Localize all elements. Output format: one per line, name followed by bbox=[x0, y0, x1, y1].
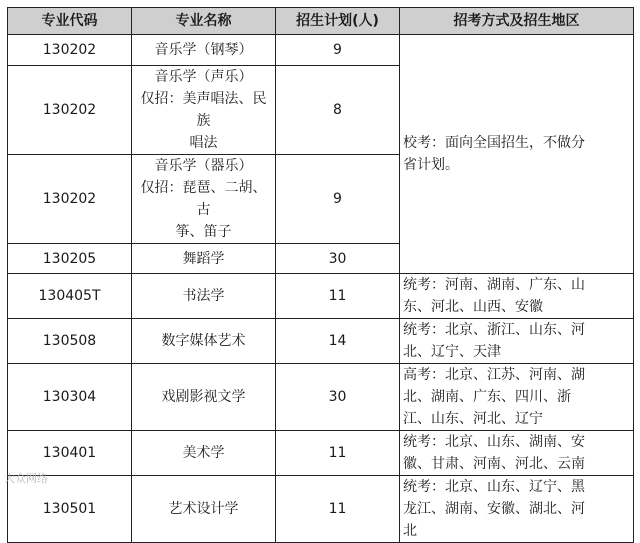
table-row bbox=[8, 431, 634, 476]
table-row bbox=[8, 476, 634, 543]
table-row bbox=[8, 319, 634, 364]
major-name-text bbox=[169, 498, 239, 520]
major-name-cell bbox=[132, 66, 276, 155]
admission-method-line: 徽、甘肃、河南、河北、云南 bbox=[403, 456, 585, 472]
major-name-text bbox=[135, 155, 272, 243]
table-row bbox=[8, 35, 634, 66]
admission-method-cell bbox=[400, 274, 634, 319]
admission-method-line: 省计划。 bbox=[403, 157, 459, 173]
major-name-line: 仅招：琵琶、二胡、古 bbox=[140, 180, 267, 218]
major-name-line: 美术学 bbox=[182, 445, 225, 461]
major-code-cell: 130501 bbox=[8, 476, 132, 543]
major-name-text bbox=[155, 39, 253, 61]
major-name-line: 音乐学（钢琴） bbox=[154, 42, 253, 58]
enrollment-plan-cell: 11 bbox=[276, 476, 400, 543]
major-code-cell: 130202 bbox=[8, 35, 132, 66]
major-name-cell bbox=[132, 319, 276, 364]
major-name-cell bbox=[132, 364, 276, 431]
admission-method-line: 高考：北京、江苏、河南、湖 bbox=[403, 367, 585, 383]
major-name-line: 筝、笛子 bbox=[175, 224, 232, 240]
major-name-text bbox=[183, 248, 225, 270]
major-code-cell: 130205 bbox=[8, 244, 132, 274]
admission-method-cell bbox=[400, 431, 634, 476]
admissions-table bbox=[7, 7, 634, 543]
enrollment-plan-cell: 9 bbox=[276, 35, 400, 66]
major-code-cell: 130304 bbox=[8, 364, 132, 431]
major-name-cell bbox=[132, 155, 276, 244]
enrollment-plan-cell: 14 bbox=[276, 319, 400, 364]
admission-method-line: 北 bbox=[403, 523, 417, 539]
admission-method-line: 江、山东、河北、辽宁 bbox=[403, 411, 543, 427]
header-plan: 招生计划(人) bbox=[276, 8, 400, 35]
major-name-text bbox=[162, 330, 246, 352]
table-row bbox=[8, 364, 634, 431]
enrollment-plan-cell: 8 bbox=[276, 66, 400, 155]
watermark: 大众网络 bbox=[4, 472, 48, 485]
enrollment-plan-cell: 30 bbox=[276, 364, 400, 431]
admission-method-line: 统考：河南、湖南、广东、山 bbox=[403, 277, 585, 293]
admission-method-line: 东、河北、山西、安徽 bbox=[403, 299, 543, 315]
major-code-cell: 130202 bbox=[8, 66, 132, 155]
major-name-line: 戏剧影视文学 bbox=[161, 389, 246, 405]
admission-method-line: 统考：北京、山东、湖南、安 bbox=[403, 434, 585, 450]
major-code-cell: 130405T bbox=[8, 274, 132, 319]
table-row bbox=[8, 274, 634, 319]
admission-method-line: 统考：北京、山东、辽宁、黑 bbox=[403, 479, 585, 495]
major-name-line: 音乐学（声乐） bbox=[154, 69, 253, 85]
major-name-line: 音乐学（器乐） bbox=[154, 158, 253, 174]
major-name-text bbox=[183, 442, 225, 464]
major-name-cell bbox=[132, 476, 276, 543]
major-name-text bbox=[183, 285, 225, 307]
major-name-text bbox=[135, 66, 272, 154]
enrollment-plan-cell: 30 bbox=[276, 244, 400, 274]
admission-method-cell bbox=[400, 476, 634, 543]
enrollment-plan-cell: 11 bbox=[276, 431, 400, 476]
admission-method-line: 北、辽宁、天津 bbox=[403, 344, 501, 360]
header-name: 专业名称 bbox=[132, 8, 276, 35]
admission-method-line: 龙江、湖南、安徽、湖北、河 bbox=[403, 501, 585, 517]
admission-method-cell bbox=[400, 364, 634, 431]
header-method: 招考方式及招生地区 bbox=[400, 8, 634, 35]
enrollment-plan-cell: 11 bbox=[276, 274, 400, 319]
table-header-row bbox=[8, 8, 634, 35]
major-name-cell bbox=[132, 35, 276, 66]
header-code: 专业代码 bbox=[8, 8, 132, 35]
major-name-line: 数字媒体艺术 bbox=[161, 333, 246, 349]
admission-method-cell bbox=[400, 35, 634, 274]
major-code-cell: 130202 bbox=[8, 155, 132, 244]
enrollment-plan-cell: 9 bbox=[276, 155, 400, 244]
major-name-line: 艺术设计学 bbox=[168, 501, 239, 517]
major-name-line: 仅招：美声唱法、民族 bbox=[140, 91, 267, 129]
admission-method-cell bbox=[400, 319, 634, 364]
admission-method-line: 统考：北京、浙江、山东、河 bbox=[403, 322, 585, 338]
major-name-cell bbox=[132, 244, 276, 274]
major-code-cell: 130508 bbox=[8, 319, 132, 364]
major-name-text bbox=[162, 386, 246, 408]
major-name-line: 书法学 bbox=[182, 288, 225, 304]
major-name-line: 唱法 bbox=[189, 135, 218, 151]
major-name-line: 舞蹈学 bbox=[182, 250, 225, 267]
major-name-cell bbox=[132, 431, 276, 476]
admission-method-line: 校考：面向全国招生，不做分 bbox=[403, 135, 585, 151]
major-code-cell: 130401 bbox=[8, 431, 132, 476]
admission-method-line: 北、湖南、广东、四川、浙 bbox=[403, 389, 571, 405]
major-name-cell bbox=[132, 274, 276, 319]
